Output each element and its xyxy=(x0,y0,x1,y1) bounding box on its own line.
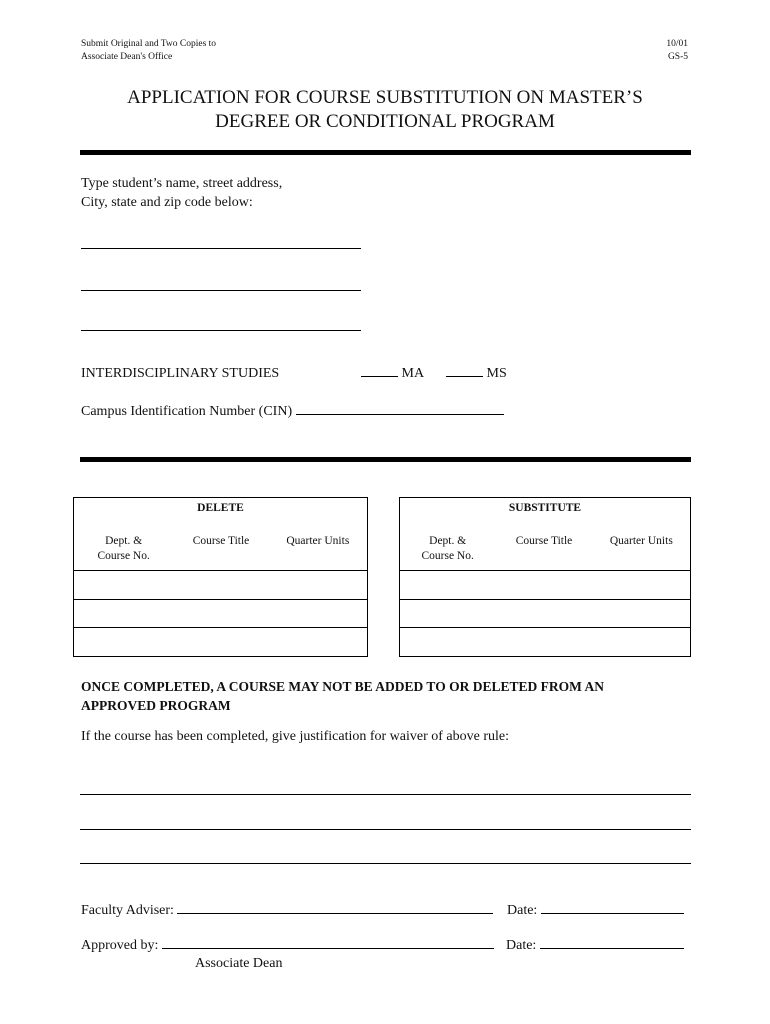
ms-option xyxy=(446,364,507,383)
substitute-col-units: Quarter Units xyxy=(609,535,673,547)
student-name-field[interactable] xyxy=(81,248,361,249)
substitute-col-dept xyxy=(400,534,495,564)
faculty-date-row xyxy=(507,901,684,920)
justification-line-1[interactable] xyxy=(80,794,691,795)
faculty-date-field[interactable] xyxy=(541,913,684,914)
faculty-adviser-row xyxy=(81,901,493,920)
approved-by-signature-field[interactable] xyxy=(162,948,494,949)
faculty-adviser-label: Faculty Adviser: xyxy=(81,903,174,918)
justification-prompt: If the course has been completed, give justification for waiver of above rule: xyxy=(81,729,510,744)
student-instruction-line-1: Type student’s name, street address, xyxy=(81,176,283,191)
ma-label: MA xyxy=(401,366,425,381)
warning-line-2: APPROVED PROGRAM xyxy=(81,698,231,713)
approved-by-label: Approved by: xyxy=(81,938,159,953)
ma-checkbox-blank[interactable] xyxy=(361,376,398,377)
substitute-col-dept-line-1: Dept. & xyxy=(429,535,467,547)
delete-col-dept-line-2: Course No. xyxy=(97,550,150,562)
delete-col-title: Course Title xyxy=(192,535,250,547)
form-number: GS-5 xyxy=(667,52,688,62)
ms-checkbox-blank[interactable] xyxy=(446,376,483,377)
faculty-adviser-signature-field[interactable] xyxy=(177,913,493,914)
delete-row-1[interactable] xyxy=(74,571,368,600)
delete-table-title: DELETE xyxy=(197,502,244,514)
delete-col-units: Quarter Units xyxy=(286,535,350,547)
cin-field[interactable] xyxy=(296,414,504,415)
street-address-field[interactable] xyxy=(81,290,361,291)
student-instructions xyxy=(81,174,282,212)
warning-line-1: ONCE COMPLETED, A COURSE MAY NOT BE ADDED TO OR DELETED FROM AN xyxy=(81,679,604,694)
form-title xyxy=(0,86,770,134)
cin-label: Campus Identification Number (CIN) xyxy=(81,404,293,419)
delete-course-table xyxy=(73,497,368,657)
form-title-line-2: DEGREE OR CONDITIONAL PROGRAM xyxy=(215,111,555,132)
approved-date-row xyxy=(506,936,684,955)
submit-line-2: Associate Dean's Office xyxy=(81,52,173,62)
form-codes xyxy=(600,38,688,64)
faculty-date-label: Date: xyxy=(507,903,538,918)
substitute-row-3[interactable] xyxy=(400,628,691,657)
substitute-table-title: SUBSTITUTE xyxy=(508,502,582,514)
student-instruction-line-2: City, state and zip code below: xyxy=(81,195,253,210)
approved-date-label: Date: xyxy=(506,938,537,953)
justification-line-2[interactable] xyxy=(80,829,691,830)
submit-line-1: Submit Original and Two Copies to xyxy=(81,39,217,49)
substitute-col-dept-line-2: Course No. xyxy=(421,550,474,562)
ma-option xyxy=(361,364,424,383)
delete-row-2[interactable] xyxy=(74,600,368,628)
delete-col-dept xyxy=(74,534,173,564)
ms-label: MS xyxy=(486,366,507,381)
substitute-table-header xyxy=(400,498,691,571)
submit-instructions xyxy=(81,38,216,64)
delete-row-3[interactable] xyxy=(74,628,368,657)
cin-row xyxy=(81,402,504,421)
justification-line-3[interactable] xyxy=(80,863,691,864)
divider-top xyxy=(80,152,691,155)
divider-middle xyxy=(80,459,691,462)
substitute-row-2[interactable] xyxy=(400,600,691,628)
associate-dean-caption: Associate Dean xyxy=(195,956,283,971)
delete-table-header xyxy=(74,498,368,571)
city-state-zip-field[interactable] xyxy=(81,330,361,331)
substitute-row-1[interactable] xyxy=(400,571,691,600)
substitute-col-title: Course Title xyxy=(515,535,573,547)
delete-col-dept-line-1: Dept. & xyxy=(105,535,143,547)
approved-by-row xyxy=(81,936,494,955)
approved-date-field[interactable] xyxy=(540,948,684,949)
completed-course-warning xyxy=(81,677,604,715)
substitute-course-table xyxy=(399,497,691,657)
form-date-code: 10/01 xyxy=(666,39,688,49)
form-title-line-1: APPLICATION FOR COURSE SUBSTITUTION ON MASTER’S xyxy=(127,87,643,108)
program-name: INTERDISCIPLINARY STUDIES xyxy=(81,366,280,381)
